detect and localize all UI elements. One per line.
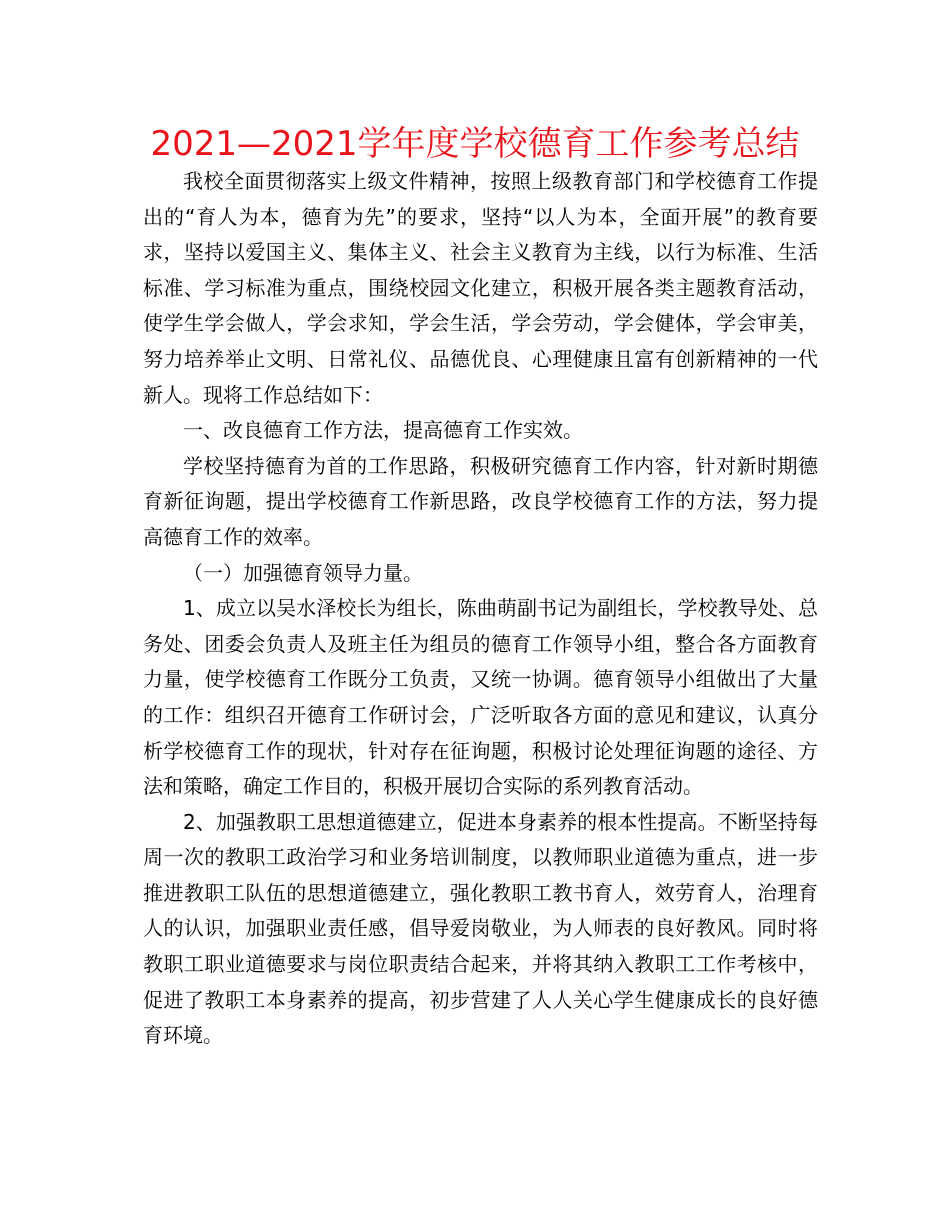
document-body xyxy=(143,164,818,1054)
paragraph-item-2: 2、加强教职工思想道德建立，促进本身素养的根本性提高。不断坚持每周一次的教职工政治学习和业务培训制度，以教师职业道德为重点，进一步推进教职工队伍的思想道德建立，强化教职工教书育人，效劳育人，治理育人的认识，加强职业责任感，倡导爱岗敬业，为人师表的良好教风。同时将教职工职业道德要求与岗位职责结合起来，并将其纳入教职工工作考核中，促进了教职工本身素养的提高，初步营建了人人关心学生健康成长的良好德育环境。 xyxy=(143,809,818,1048)
document-title: 2021—2021学年度学校德育工作参考总结 xyxy=(150,124,800,164)
section-heading-1: 一、改良德育工作方法，提高德育工作实效。 xyxy=(183,418,583,443)
paragraph-item-1: 1、成立以吴水泽校长为组长，陈曲萌副书记为副组长，学校教导处、总务处、团委会负责人及班主任为组员的德育工作领导小组，整合各方面教育力量，使学校德育工作既分工负责，又统一协调。德育领导小组做出了大量的工作：组织召开德育工作研讨会，广泛听取各方面的意见和建议，认真分析学校德育工作的现状，针对存在征询题，积极讨论处理征询题的途径、方法和策略，确定工作目的，积极开展切合实际的系列教育活动。 xyxy=(143,596,818,799)
paragraph-section-1: 学校坚持德育为首的工作思路，积极研究德育工作内容，针对新时期德育新征询题，提出学校德育工作新思路，改良学校德育工作的方法，努力提高德育工作的效率。 xyxy=(143,453,818,549)
subsection-heading-1: （一）加强德育领导力量。 xyxy=(183,560,423,585)
paragraph-intro: 我校全面贯彻落实上级文件精神，按照上级教育部门和学校德育工作提出的“育人为本，德育为先”的要求，坚持“以人为本，全面开展”的教育要求，坚持以爱国主义、集体主义、社会主义教育为主线，以行为标准、生活标准、学习标准为重点，围绕校园文化建立，积极开展各类主题教育活动，使学生学会做人，学会求知，学会生活，学会劳动，学会健体，学会审美，努力培养举止文明、日常礼仪、品德优良、心理健康且富有创新精神的一代新人。现将工作总结如下： xyxy=(143,169,818,407)
